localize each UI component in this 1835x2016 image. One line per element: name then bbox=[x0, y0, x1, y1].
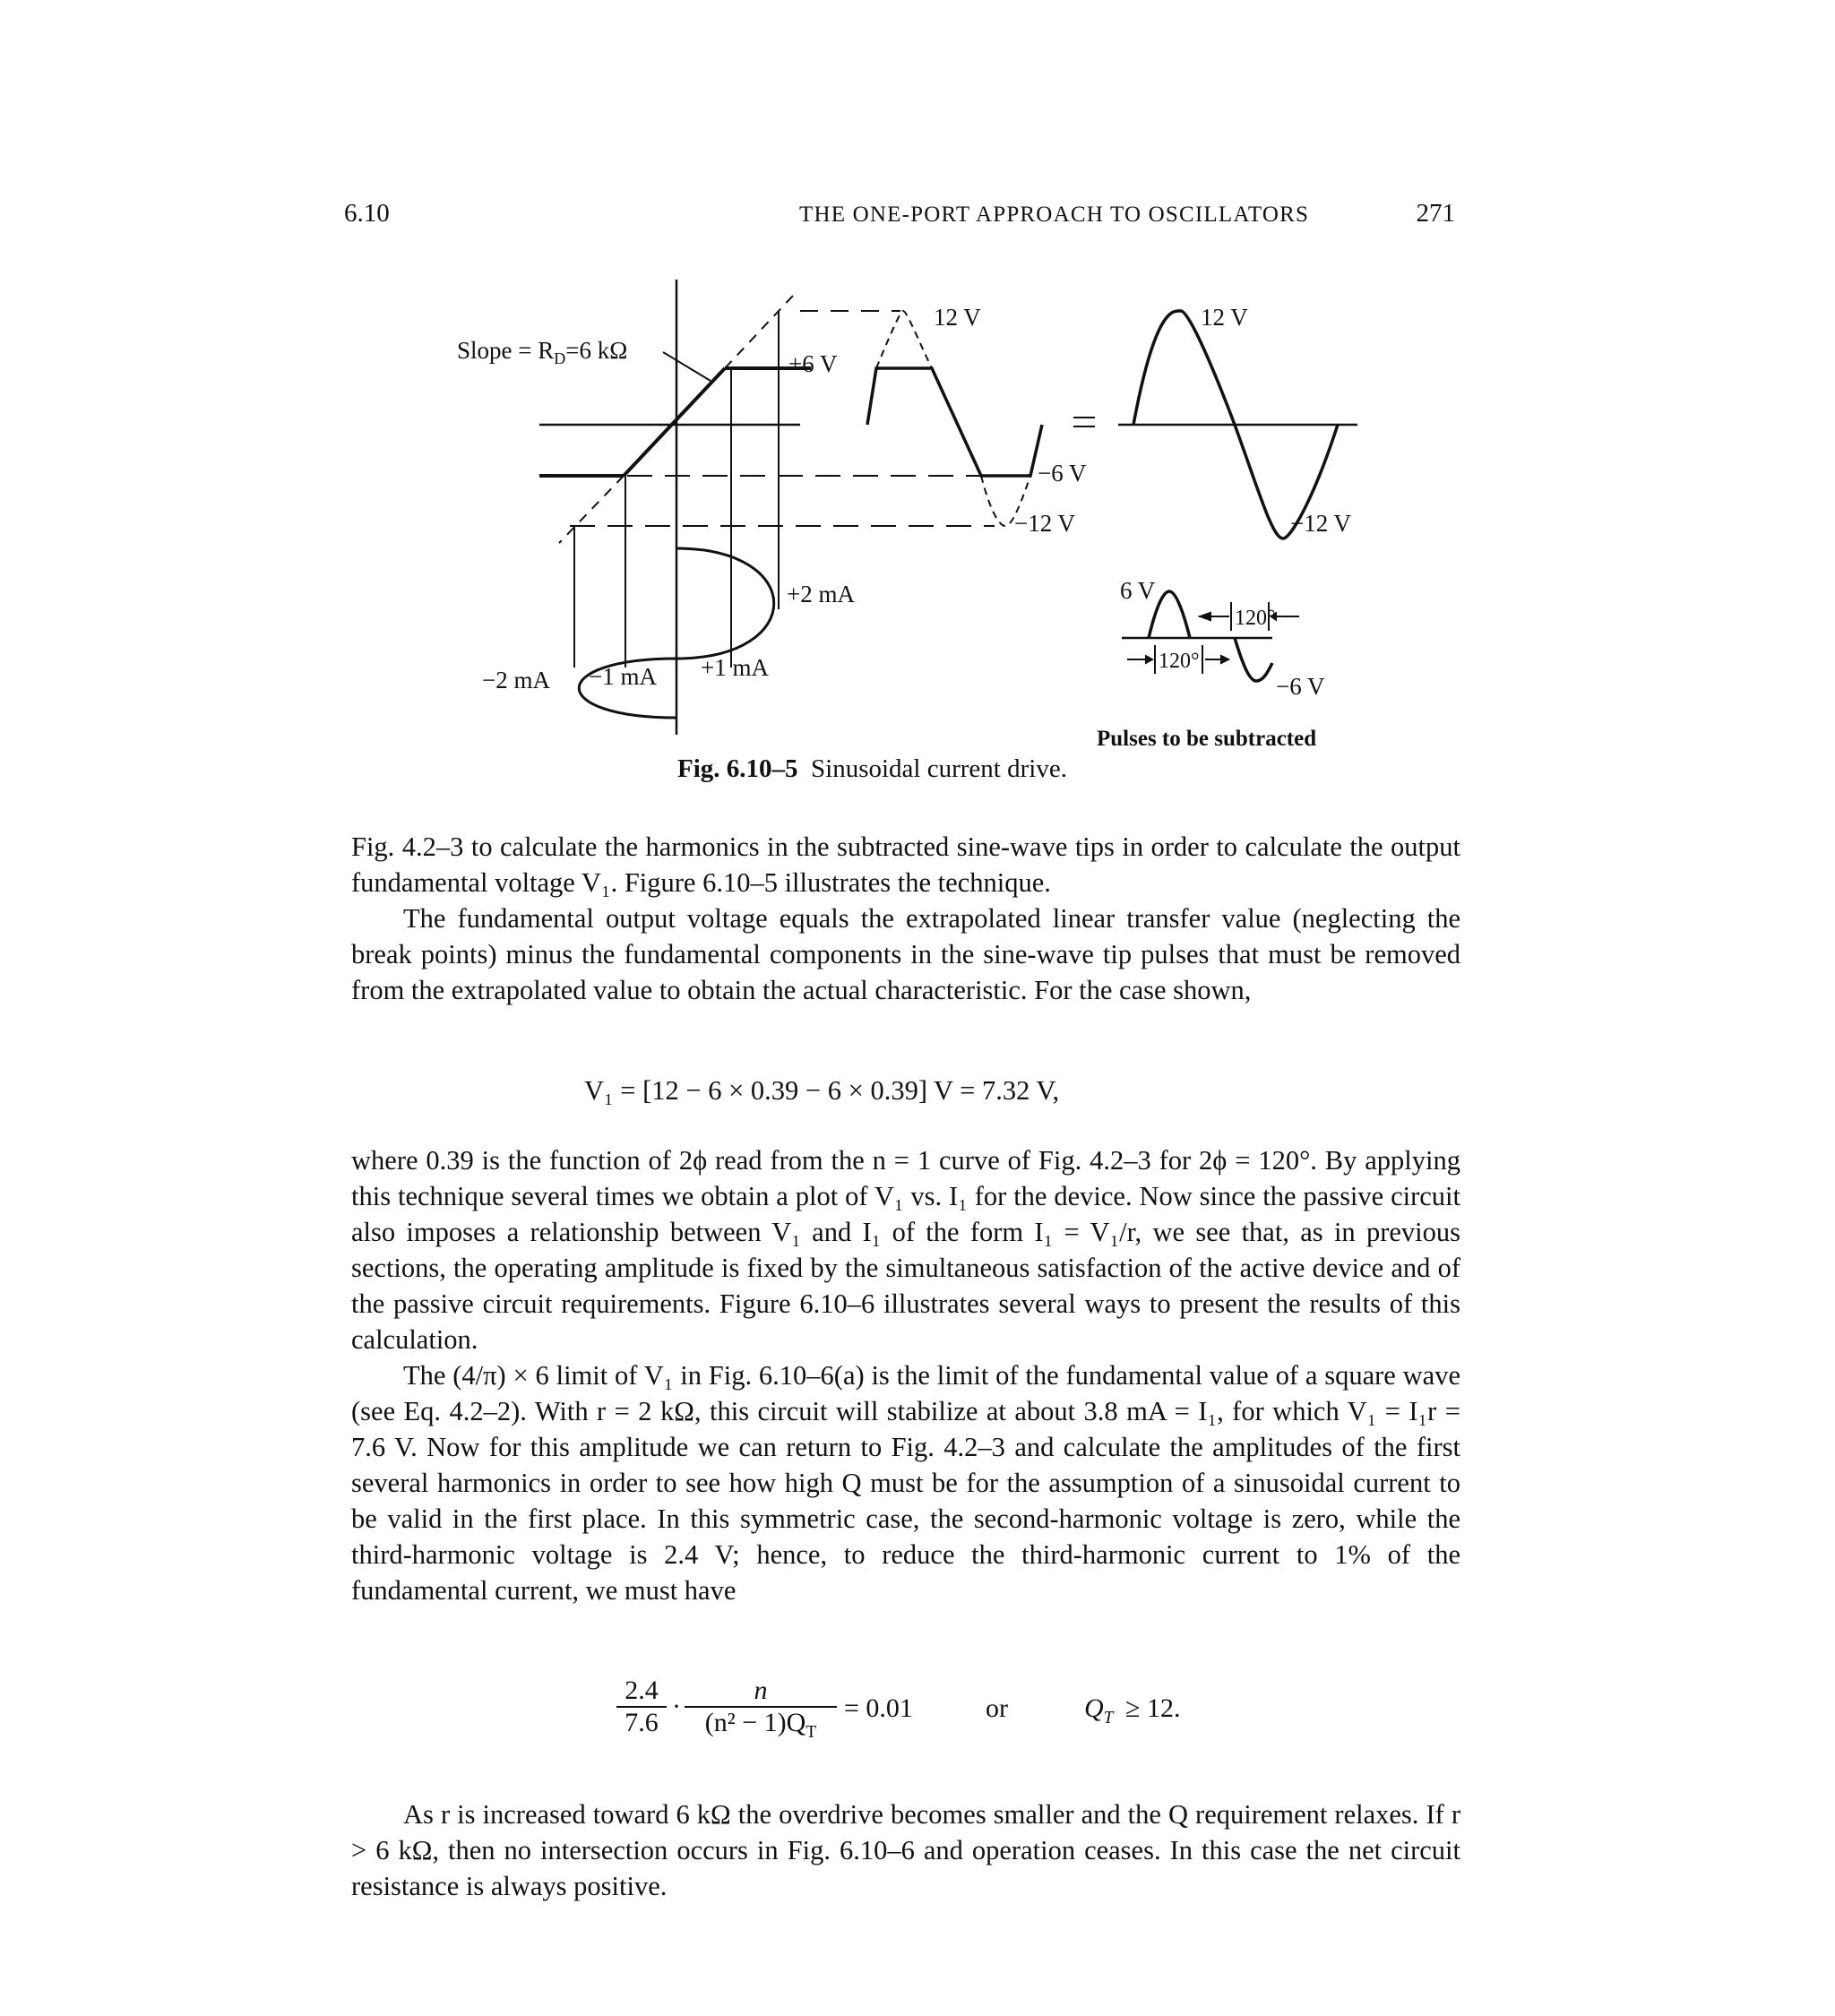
paragraph: The (4/π) × 6 limit of V₁ in Fig. 6.10–6(a) is the limit of the fundamental value of a square wave (see Eq. 4.2–2). With r = 2 kΩ, this circuit will stabilize at about 3.8 mA = I₁, for which V₁ = I₁r = 7.6 V. Now for this amplitude we can return to Fig. 4.2–3 and calculate the amplitudes of the first several harmonics in order to see how high Q must be for the assumption of a sinusoidal current to be valid in the first place. In this symmetric case, the second-harmonic voltage is zero, while the third-harmonic voltage is 2.4 V; hence, to reduce the third-harmonic current to 1% of the fundamental current, we must have bbox=[351, 1360, 1460, 1606]
denominator-sub: T bbox=[806, 1723, 817, 1742]
denominator: 7.6 bbox=[616, 1706, 667, 1738]
body-block-3 bbox=[351, 1796, 1460, 1904]
label-minus-1ma: −1 mA bbox=[589, 663, 657, 690]
label-plus-2ma: +2 mA bbox=[787, 581, 855, 607]
paragraph: As r is increased toward 6 kΩ the overdrive becomes smaller and the Q requirement relaxes. If r > 6 kΩ, then no intersection occurs in Fig. 6.10–6 and operation ceases. In this case the net circuit resistance is always positive. bbox=[351, 1799, 1460, 1901]
running-title: THE ONE-PORT APPROACH TO OSCILLATORS bbox=[799, 202, 1310, 227]
label-plus-1ma: +1 mA bbox=[701, 654, 769, 681]
figure-caption-text: Sinusoidal current drive. bbox=[811, 754, 1067, 783]
label-right-minus-12v: −12 V bbox=[1290, 510, 1351, 537]
equation-q-requirement bbox=[616, 1676, 1208, 1774]
numerator: 2.4 bbox=[625, 1676, 659, 1705]
figure-caption bbox=[677, 754, 1067, 784]
pulses-caption: Pulses to be subtracted bbox=[1097, 727, 1317, 751]
q-symbol: Q bbox=[1084, 1693, 1104, 1723]
clipped-tip-top bbox=[876, 311, 932, 368]
or-word: or bbox=[986, 1693, 1008, 1723]
equation-v1: V₁ = [12 − 6 × 0.39 − 6 × 0.39] V = 7.32 V, bbox=[584, 1075, 1060, 1106]
angle-arrowhead-lower-right bbox=[1220, 655, 1229, 664]
transfer-characteristic bbox=[624, 368, 725, 476]
extrapolated-line-lower bbox=[559, 476, 624, 543]
denominator-text: (n² − 1)Q bbox=[704, 1708, 806, 1737]
body-block-2 bbox=[351, 1142, 1460, 1608]
angle-arrowhead-lower bbox=[1145, 655, 1153, 664]
label-right-12v: 12 V bbox=[1201, 304, 1248, 331]
extrapolated-line-upper bbox=[725, 296, 793, 368]
clipped-output-waveform bbox=[867, 368, 1042, 476]
angle-arrowhead-right bbox=[1199, 612, 1211, 621]
figure-number: Fig. 6.10–5 bbox=[677, 754, 798, 783]
denominator bbox=[685, 1706, 837, 1743]
label-minus-6v: −6 V bbox=[1038, 460, 1087, 487]
body-block-1 bbox=[351, 829, 1460, 1008]
section-number: 6.10 bbox=[344, 199, 390, 228]
fraction-harmonic bbox=[685, 1676, 837, 1743]
q-sub: T bbox=[1103, 1709, 1114, 1727]
slope-pointer bbox=[663, 352, 711, 381]
negative-pulse bbox=[1235, 638, 1272, 681]
label-minus-2ma: −2 mA bbox=[482, 667, 550, 694]
numerator: n bbox=[754, 1676, 768, 1705]
multiply-dot: · bbox=[672, 1692, 681, 1721]
fraction-voltage-ratio bbox=[616, 1676, 667, 1738]
q-result bbox=[1084, 1693, 1114, 1728]
label-pulse-minus-6v: −6 V bbox=[1276, 673, 1325, 700]
label-angle-b: 120° bbox=[1159, 650, 1200, 673]
label-pulse-6v: 6 V bbox=[1120, 577, 1156, 604]
label-plus-12v: 12 V bbox=[934, 304, 981, 331]
rhs-value: = 0.01 bbox=[844, 1693, 913, 1723]
label-plus-6v: +6 V bbox=[788, 350, 838, 377]
slope-label: Slope = $R_D=6$ kΩ bbox=[457, 337, 628, 367]
label-minus-12v: −12 V bbox=[1014, 510, 1075, 537]
label-angle-a: 120° bbox=[1235, 607, 1276, 630]
paragraph: The fundamental output voltage equals the extrapolated linear transfer value (neglecting the break points) minus the fundamental components in the sine-wave tip pulses that must be removed from the extrapolated value to obtain the actual characteristic. For the case shown, bbox=[351, 903, 1460, 1005]
q-result-rhs: ≥ 12. bbox=[1125, 1693, 1181, 1723]
paragraph: where 0.39 is the function of 2ϕ read from the n = 1 curve of Fig. 4.2–3 for 2ϕ = 120°. By applying this technique several times we obtain a plot of V₁ vs. I₁ for the device. Now since the passive circuit also imposes a relationship between V₁ and I₁ of the form I₁ = V₁/r, we see that, as in previous sections, the operating amplitude is fixed by the simultaneous satisfaction of the active device and of the passive circuit requirements. Figure 6.10–6 illustrates several ways to present the results of this calculation. bbox=[351, 1145, 1460, 1355]
paragraph: Fig. 4.2–3 to calculate the harmonics in the subtracted sine-wave tips in order to calculate the output fundamental voltage V₁. Figure 6.10–5 illustrates the technique. bbox=[351, 831, 1460, 898]
page-number: 271 bbox=[1416, 199, 1455, 228]
